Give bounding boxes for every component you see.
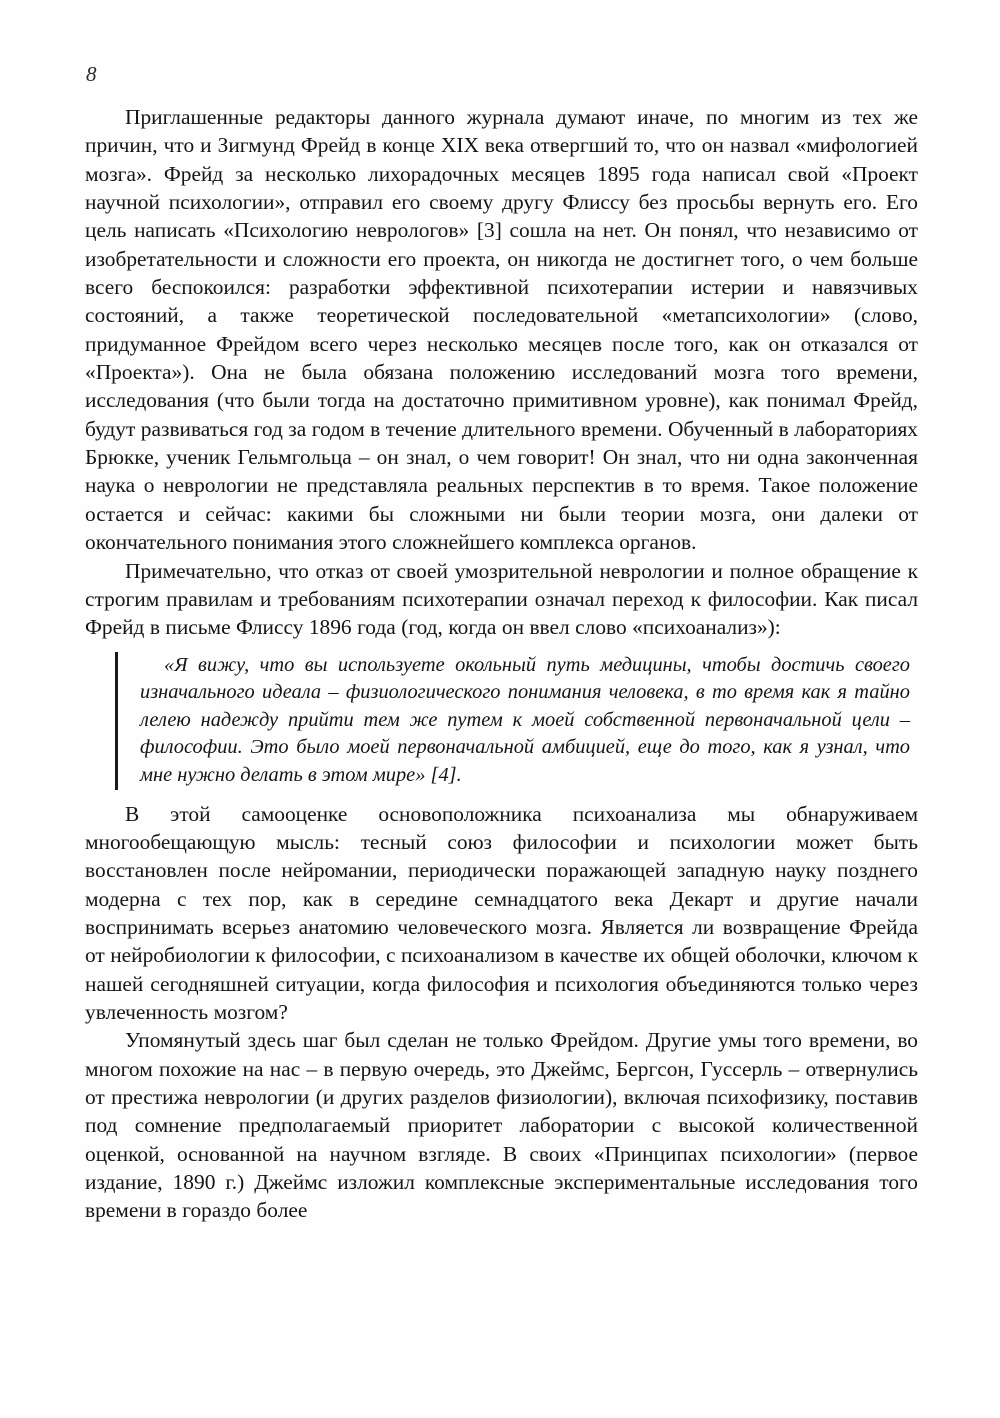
text-column xyxy=(85,103,918,1225)
body-paragraph-2: Примечательно, что отказ от своей умозрительной неврологии и полное обращение к строгим правилам и требованиям психотерапии означал переход к философии. Как писал Фрейд в письме Флиссу 1896 года (год, когда он ввел слово «психоанализ»): xyxy=(85,558,918,640)
page-number: 8 xyxy=(86,62,97,86)
body-paragraph-3: В этой самооценке основоположника психоанализа мы обнаруживаем многообещающую мысль: тесный союз философии и психологии может быть восстановлен после нейромании, периодически поражающей западную науку позднего модерна с тех пор, как в середине семнадцатого века Декарт и другие начали воспринимать всерьез анатомию человеческого мозга. Является ли возвращение Фрейда от нейробиологии к философии, с психоанализом в качестве их общей оболочки, ключом к нашей сегодняшней ситуации, когда философия и психология объединяются только через увлеченность мозгом? xyxy=(85,801,918,1024)
block-quotation-text: «Я вижу, что вы используете окольный путь медицины, чтобы достичь своего изначального идеала – физиологического понимания человека, в то время как я тайно лелею надежду прийти тем же путем к моей собственной первоначальной цели – философии. Это было моей первоначальной амбицией, еще до того, как я узнал, что мне нужно делать в этом мире» [4]. xyxy=(140,653,910,786)
body-paragraph-4: Упомянутый здесь шаг был сделан не только Фрейдом. Другие умы того времени, во многом похожие на нас – в первую очередь, это Джеймс, Бергсон, Гуссерль – отвернулись от престижа неврологии (и других разделов физиологии), включая психофизику, поставив под сомнение предполагаемый приоритет лаборатории с высокой количественной оценкой, основанной на научном взгляде. В своих «Принципах психологии» (первое издание, 1890 г.) Джеймс изложил комплексные экспериментальные исследования того времени в гораздо более xyxy=(85,1028,918,1223)
block-quotation xyxy=(115,652,910,790)
body-paragraph-1: Приглашенные редакторы данного журнала думают иначе, по многим из тех же причин, что и Зигмунд Фрейд в конце XIX века отвергший то, что он назвал «мифологией мозга». Фрейд за несколько лихорадочных месяцев 1895 года написал свой «Проект научной психологии», отправил его своему другу Флиссу без просьбы вернуть его. Его цель написать «Психологию неврологов» [3] сошла на нет. Он понял, что независимо от изобретательности и сложности его проекта, он никогда не достигнет того, о чем больше всего беспокоился: разработки эффективной психотерапии истерии и навязчивых состояний, а также теоретической последовательной «метапсихологии» (слово, придуманное Фрейдом всего через несколько месяцев после того, как он отказался от «Проекта»). Она не была обязана положению исследований мозга того времени, исследования (что были тогда на достаточно примитивном уровне), как понимал Фрейд, будут развиваться год за годом в течение длительного времени. Обученный в лабораториях Брюкке, ученик Гельмгольца – он знал, о чем говорит! Он знал, что ни одна законченная наука о неврологии не представляла реальных перспектив в то время. Такое положение остается и сейчас: какими бы сложными ни были теории мозга, они далеки от окончательного понимания этого сложнейшего комплекса органов. xyxy=(85,105,918,555)
